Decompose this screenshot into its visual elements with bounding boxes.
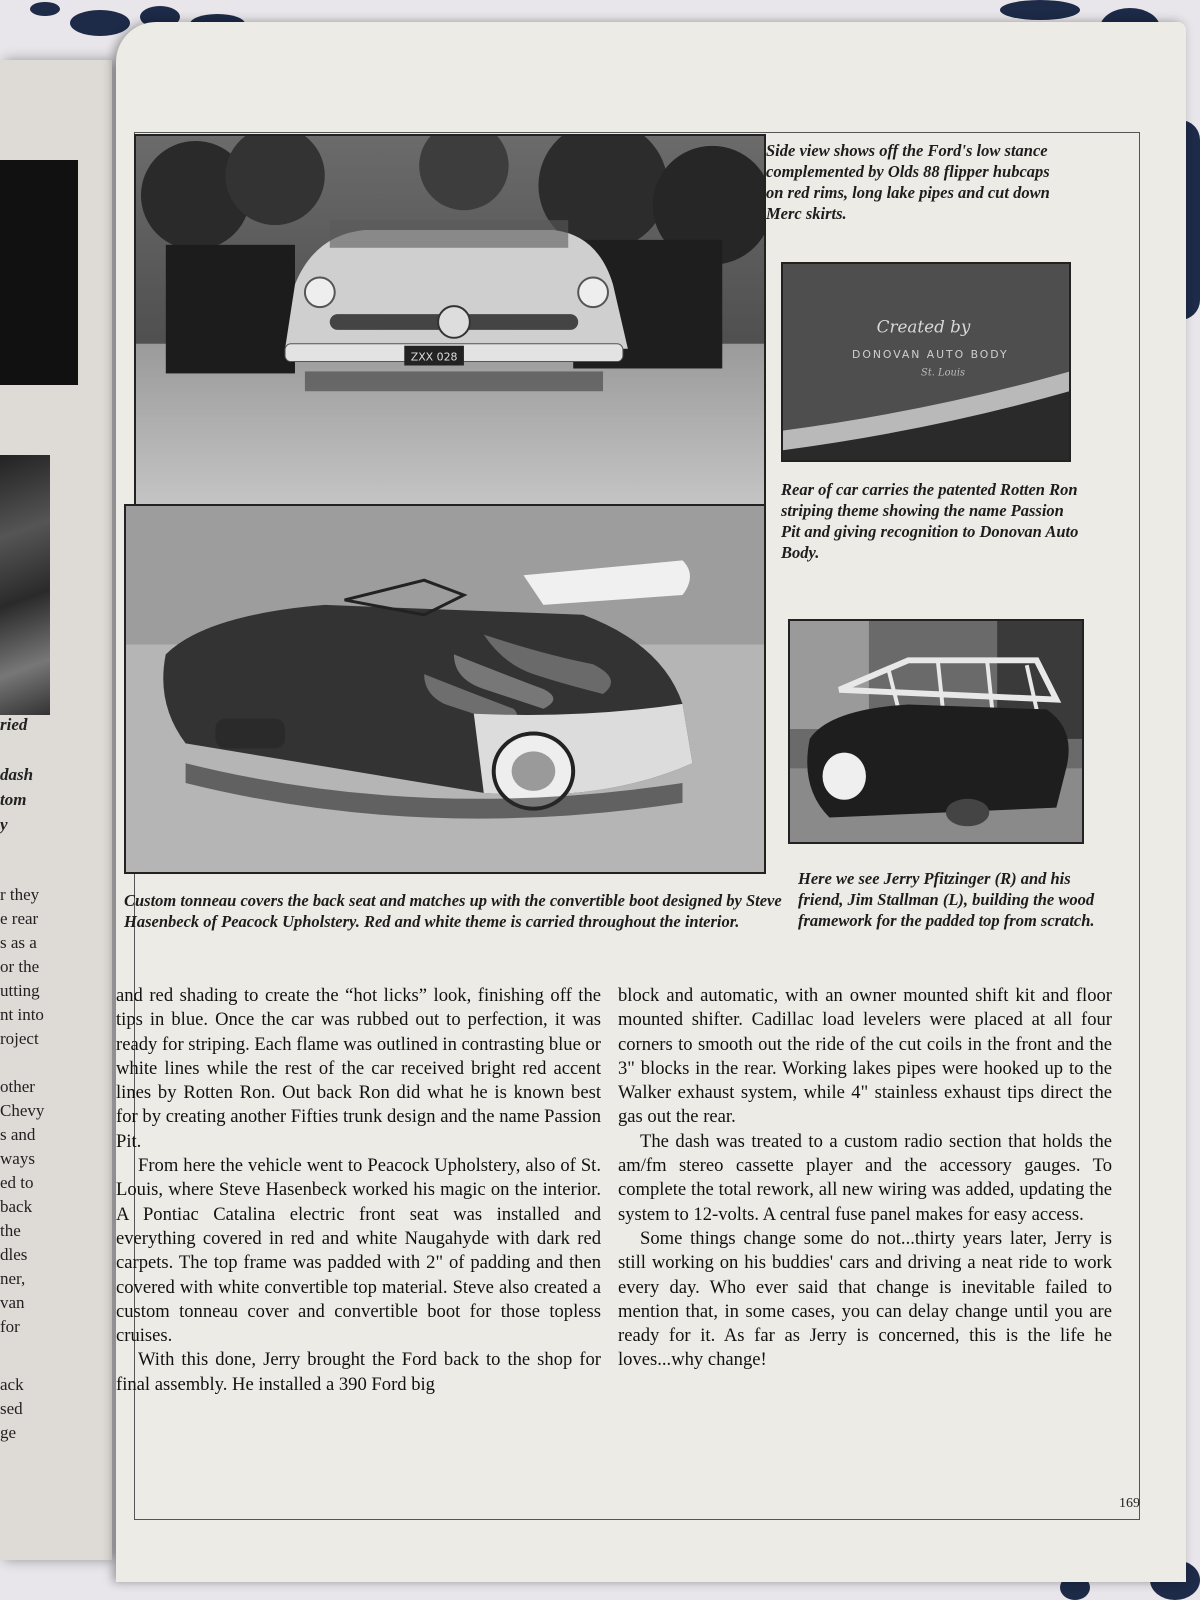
- facing-word: ried: [0, 715, 28, 734]
- article-paragraph: and red shading to create the “hot licks” look, finishing off the tips in blue. Once the car was rubbed out to perfection, it was ready for striping. Each flame was outlined in contrasting blue or white lines while the rest of the car received bright red accent lines by Rotten Ron. Out back Ron did what he is known best for by creating another Fifties trunk design and the name Passion Pit.: [116, 985, 601, 1152]
- page-number: 169: [1119, 1496, 1140, 1511]
- caption-text: Rear of car carries the patented Rotten Ron striping theme showing the name Passion Pit and giving recognition to Donovan Auto Body.: [781, 480, 1079, 562]
- photo-trunk-striping: [781, 262, 1071, 462]
- caption-side-view: [766, 140, 1066, 224]
- trunk-city-text: St. Louis: [921, 367, 966, 379]
- facing-word: or the: [0, 957, 40, 976]
- facing-word: roject: [0, 1029, 39, 1048]
- facing-word: utting: [0, 981, 40, 1000]
- facing-word: s and: [0, 1125, 36, 1144]
- book-page: [116, 22, 1186, 1582]
- facing-word: the: [0, 1221, 21, 1240]
- facing-page-photo: [0, 160, 78, 385]
- article-paragraph: block and automatic, with an owner mounted shift kit and floor mounted shifter. Cadillac load levelers were placed at all four corners to smooth out the ride of the cut coils in the front and the 3" blocks in the rear. Working lakes pipes were hooked up to the Walker exhaust system, while 4" stainless exhaust tips direct the gas out the rear.: [618, 985, 1112, 1128]
- caption-text: Here we see Jerry Pfitzinger (R) and his friend, Jim Stallman (L), building the wood framework for the padded top from scratch.: [798, 869, 1095, 930]
- facing-word: sed: [0, 1399, 23, 1418]
- facing-word: y: [0, 815, 8, 834]
- facing-word: ed to: [0, 1173, 34, 1192]
- facing-word: ner,: [0, 1269, 26, 1288]
- article-paragraph: Some things change some do not...thirty years later, Jerry is still working on his buddies' cars and driving a neat ride to work every day. Who ever said that change is inevitable failed to mention that, in some cases, you can delay change until you are ready for it. As far as Jerry is concerned, this is the life he loves...why change!: [618, 1227, 1112, 1371]
- article-column-2: [618, 984, 1112, 1373]
- fabric-dot: [1000, 0, 1080, 20]
- facing-word: s as a: [0, 933, 37, 952]
- facing-word: back: [0, 1197, 33, 1216]
- facing-word: Chevy: [0, 1101, 45, 1120]
- fabric-dot: [70, 10, 130, 36]
- facing-word: e rear: [0, 909, 39, 928]
- photo-front-view: [134, 134, 766, 506]
- fabric-dot: [30, 2, 60, 16]
- trunk-script-text: Created by: [876, 316, 971, 337]
- caption-framework: [798, 868, 1108, 931]
- caption-text: Custom tonneau covers the back seat and matches up with the convertible boot designed by Steve Hasenbeck of Peacock Upholstery. Red and white theme is carried throughout the interior.: [124, 891, 782, 931]
- facing-word: r they: [0, 885, 40, 904]
- article-paragraph: The dash was treated to a custom radio section that holds the am/fm stereo cassette player and the accessory gauges. To complete the total rework, all new wiring was added, updating the system to 12-volts. A central fuse panel makes for easy access.: [618, 1130, 1112, 1225]
- caption-rear: [781, 479, 1081, 563]
- facing-page-photo: [0, 455, 50, 715]
- facing-word: dles: [0, 1245, 28, 1264]
- facing-word: ack: [0, 1375, 24, 1394]
- facing-word: ge: [0, 1423, 17, 1442]
- facing-word: nt into: [0, 1005, 44, 1024]
- article-paragraph: With this done, Jerry brought the Ford back to the shop for final assembly. He installed a 390 Ford big: [116, 1349, 601, 1395]
- caption-tonneau: [124, 890, 789, 932]
- photo-garage-framework: [788, 619, 1084, 844]
- caption-text: Side view shows off the Ford's low stance complemented by Olds 88 flipper hubcaps on red rims, long lake pipes and cut down Merc skirts.: [766, 141, 1050, 223]
- facing-word: for: [0, 1317, 20, 1336]
- photo-side-view: [124, 504, 766, 874]
- article-paragraph: From here the vehicle went to Peacock Upholstery, also of St. Louis, where Steve Hasenbeck worked his magic on the interior. A Pontiac Catalina electric front seat was installed and everything covered in red and white Naugahyde with dark red carpets. The top frame was padded with 2" of padding and then covered with white convertible top material. Steve also created a custom tonneau cover and convertible boot for those topless cruises.: [116, 1155, 601, 1347]
- license-plate-text: ZXX 028: [410, 350, 458, 364]
- facing-page: [0, 60, 112, 1560]
- facing-word: van: [0, 1293, 25, 1312]
- facing-word: ways: [0, 1149, 35, 1168]
- facing-word: dash: [0, 765, 34, 784]
- trunk-name-text: DONOVAN AUTO BODY: [852, 348, 1009, 362]
- facing-word: tom: [0, 790, 27, 809]
- article-column-1: [116, 984, 601, 1397]
- facing-word: other: [0, 1077, 35, 1096]
